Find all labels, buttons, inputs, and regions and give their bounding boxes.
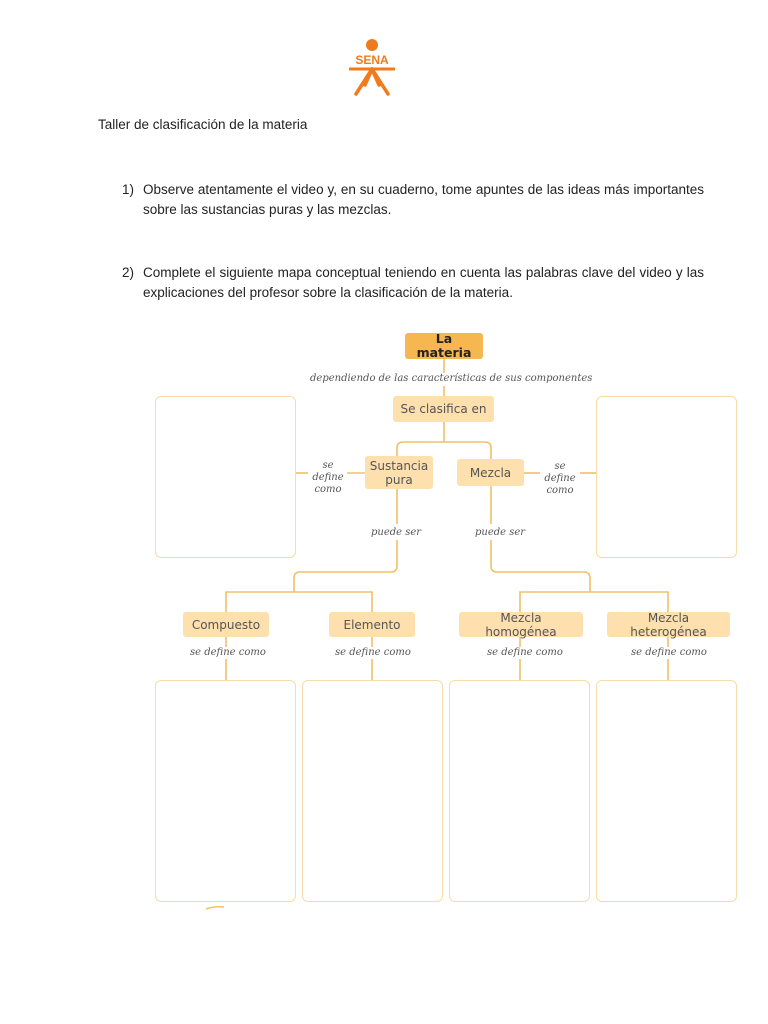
node-mezcla: Mezcla xyxy=(457,459,524,486)
link-puede-ser-right: puede ser xyxy=(475,527,526,538)
link-caracteristicas: dependiendo de las características de sus componentes xyxy=(310,373,593,384)
node-la-materia: La materia xyxy=(405,333,483,359)
instruction-text: Observe atentamente el video y, en su cuaderno, tome apuntes de las ideas más importantes sobre las sustancias puras y las mezclas. xyxy=(143,182,704,217)
link-se-define-como-left: se define como xyxy=(312,460,344,495)
link-se-define-como-homogenea: se define como xyxy=(487,647,563,658)
answer-box-mezcla-heterogenea[interactable] xyxy=(596,680,737,902)
answer-box-elemento[interactable] xyxy=(302,680,443,902)
link-se-define-como-compuesto: se define como xyxy=(190,647,266,658)
node-se-clasifica-en: Se clasifica en xyxy=(393,396,494,422)
link-se-define-como-right: se define como xyxy=(544,461,576,496)
instruction-number: 1) xyxy=(122,182,135,197)
link-se-define-como-heterogenea: se define como xyxy=(631,647,707,658)
link-puede-ser-left: puede ser xyxy=(371,527,422,538)
node-sustancia-pura: Sustancia pura xyxy=(365,456,433,489)
logo-text: SENA xyxy=(355,53,389,67)
instruction-number: 2) xyxy=(122,265,135,280)
node-compuesto: Compuesto xyxy=(183,612,269,637)
node-mezcla-heterogenea: Mezcla heterogénea xyxy=(607,612,730,637)
document-title: Taller de clasificación de la materia xyxy=(98,117,308,132)
answer-box-compuesto[interactable] xyxy=(155,680,296,902)
link-se-define-como-elemento: se define como xyxy=(335,647,411,658)
instruction-text: Complete el siguiente mapa conceptual teniendo en cuenta las palabras clave del video y las explicaciones del profesor sobre la clasificación de la materia. xyxy=(143,265,704,300)
node-elemento: Elemento xyxy=(329,612,415,637)
answer-box-sustancia-pura[interactable] xyxy=(155,396,296,558)
node-mezcla-homogenea: Mezcla homogénea xyxy=(459,612,583,637)
answer-box-mezcla-homogenea[interactable] xyxy=(449,680,590,902)
answer-box-mezcla[interactable] xyxy=(596,396,737,558)
